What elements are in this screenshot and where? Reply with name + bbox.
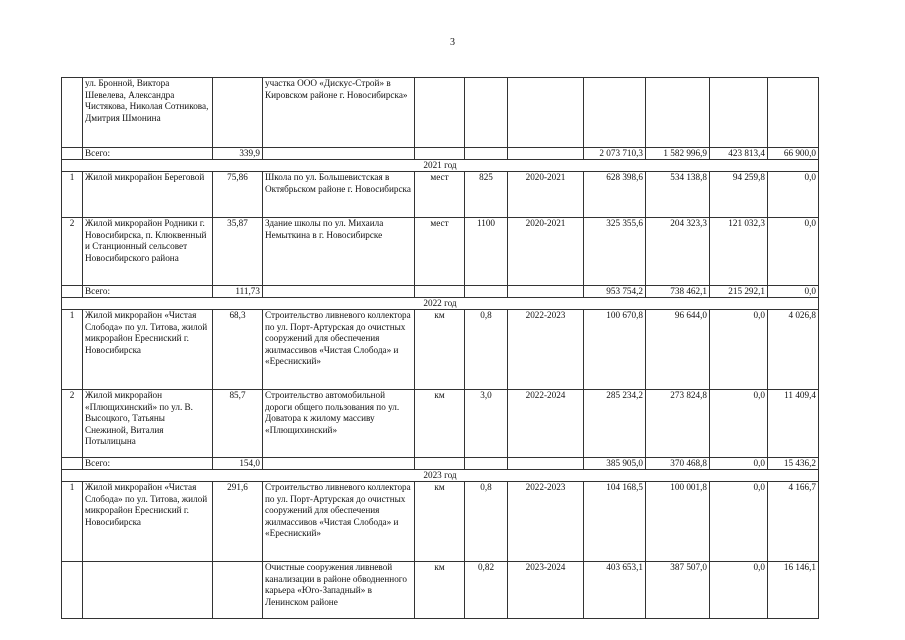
cell-num: 2 <box>62 218 83 286</box>
cell-num <box>62 562 83 619</box>
cell-num <box>62 78 83 148</box>
cell-unit <box>415 148 465 160</box>
cell-federal: 96 644,0 <box>646 310 710 390</box>
table-row <box>62 172 819 218</box>
cell-object: Строительство ливневого коллектора по ул. Порт-Артурская до очистных сооружений для обеспечения жилмассивов «Чистая Слобода» и «Ересниский» <box>263 482 415 562</box>
cell-total <box>584 78 646 148</box>
cell-regional: 0,0 <box>710 390 768 458</box>
total-local: 0,0 <box>768 286 819 298</box>
cell-capacity: 3,0 <box>465 390 508 458</box>
cell-unit: км <box>415 310 465 390</box>
cell-regional <box>710 78 768 148</box>
cell-num <box>62 286 83 298</box>
cell-total: 104 168,5 <box>584 482 646 562</box>
cell-local: 16 146,1 <box>768 562 819 619</box>
year-header-row <box>62 470 819 482</box>
cell-capacity <box>465 286 508 298</box>
total-row <box>62 148 819 160</box>
cell-object: Школа по ул. Большевистская в Октябрьском районе г. Новосибирска <box>263 172 415 218</box>
cell-object <box>263 286 415 298</box>
cell-area: 35,87 <box>213 218 263 286</box>
cell-object: Очистные сооружения ливневой канализации в районе обводненного карьера «Юго-Западный» в Ленинском районе <box>263 562 415 619</box>
total-federal: 370 468,8 <box>646 458 710 470</box>
cell-num: 1 <box>62 310 83 390</box>
total-label: Всего: <box>83 286 213 298</box>
cell-period <box>508 458 584 470</box>
cell-district: Жилой микрорайон «Чистая Слобода» по ул. Титова, жилой микрорайон Ересниский г. Новосибирска <box>83 482 213 562</box>
table-row <box>62 390 819 458</box>
cell-period: 2020-2021 <box>508 172 584 218</box>
cell-district <box>83 562 213 619</box>
cell-federal: 273 824,8 <box>646 390 710 458</box>
cell-capacity: 0,8 <box>465 482 508 562</box>
cell-local: 0,0 <box>768 218 819 286</box>
cell-regional: 94 259,8 <box>710 172 768 218</box>
cell-district: ул. Бронной, Виктора Шевелева, Александра Чистякова, Николая Сотникова, Дмитрия Шмонина <box>83 78 213 148</box>
cell-period: 2022-2024 <box>508 390 584 458</box>
cell-unit: км <box>415 562 465 619</box>
total-label: Всего: <box>83 148 213 160</box>
total-regional: 215 292,1 <box>710 286 768 298</box>
year-header-row <box>62 298 819 310</box>
cell-num: 1 <box>62 482 83 562</box>
cell-unit: мест <box>415 172 465 218</box>
cell-capacity: 0,8 <box>465 310 508 390</box>
table-row <box>62 78 819 148</box>
cell-period: 2022-2023 <box>508 482 584 562</box>
cell-area: 75,86 <box>213 172 263 218</box>
total-federal: 738 462,1 <box>646 286 710 298</box>
cell-federal: 204 323,3 <box>646 218 710 286</box>
cell-federal: 387 507,0 <box>646 562 710 619</box>
total-sum: 953 754,2 <box>584 286 646 298</box>
total-area: 154,0 <box>213 458 263 470</box>
cell-unit: мест <box>415 218 465 286</box>
total-regional: 423 813,4 <box>710 148 768 160</box>
cell-unit: км <box>415 482 465 562</box>
cell-capacity: 825 <box>465 172 508 218</box>
cell-district: Жилой микрорайон «Плющихинский» по ул. В. Высоцкого, Татьяны Снежиной, Виталия Потылицына <box>83 390 213 458</box>
cell-object <box>263 458 415 470</box>
cell-period: 2023-2024 <box>508 562 584 619</box>
cell-total: 403 653,1 <box>584 562 646 619</box>
cell-area: 85,7 <box>213 390 263 458</box>
table-row <box>62 562 819 619</box>
cell-num <box>62 458 83 470</box>
cell-object: Строительство ливневого коллектора по ул. Порт-Артурская до очистных сооружений для обеспечения жилмассивов «Чистая Слобода» и «Ересниский» <box>263 310 415 390</box>
cell-district: Жилой микрорайон Родники г. Новосибирска, п. Клюквенный и Станционный сельсовет Новосибирского района <box>83 218 213 286</box>
total-label: Всего: <box>83 458 213 470</box>
year-header: 2022 год <box>62 298 819 310</box>
cell-regional: 0,0 <box>710 310 768 390</box>
cell-unit: км <box>415 390 465 458</box>
cell-district: Жилой микрорайон «Чистая Слобода» по ул. Титова, жилой микрорайон Ересниский г. Новосибирска <box>83 310 213 390</box>
total-local: 15 436,2 <box>768 458 819 470</box>
funding-table <box>61 77 819 619</box>
cell-capacity <box>465 148 508 160</box>
total-row <box>62 458 819 470</box>
cell-object: Строительство автомобильной дороги общего пользования по ул. Доватора к жилому массиву «Плющихинский» <box>263 390 415 458</box>
cell-capacity: 0,82 <box>465 562 508 619</box>
cell-area <box>213 562 263 619</box>
table-row <box>62 218 819 286</box>
cell-num <box>62 148 83 160</box>
cell-federal <box>646 78 710 148</box>
cell-local: 0,0 <box>768 172 819 218</box>
cell-area: 291,6 <box>213 482 263 562</box>
year-header-row <box>62 160 819 172</box>
cell-area: 68,3 <box>213 310 263 390</box>
cell-regional: 0,0 <box>710 562 768 619</box>
total-area: 339,9 <box>213 148 263 160</box>
year-header: 2021 год <box>62 160 819 172</box>
cell-local: 11 409,4 <box>768 390 819 458</box>
cell-object: участка ООО «Дискус-Строй» в Кировском районе г. Новосибирска» <box>263 78 415 148</box>
cell-district: Жилой микрорайон Береговой <box>83 172 213 218</box>
cell-unit <box>415 78 465 148</box>
cell-period: 2020-2021 <box>508 218 584 286</box>
cell-unit <box>415 286 465 298</box>
cell-federal: 100 001,8 <box>646 482 710 562</box>
table-row <box>62 310 819 390</box>
cell-period <box>508 78 584 148</box>
table-row <box>62 482 819 562</box>
cell-local <box>768 78 819 148</box>
cell-local: 4 026,8 <box>768 310 819 390</box>
cell-area <box>213 78 263 148</box>
cell-object: Здание школы по ул. Михаила Немыткина в г. Новосибирске <box>263 218 415 286</box>
cell-total: 325 355,6 <box>584 218 646 286</box>
cell-object <box>263 148 415 160</box>
total-regional: 0,0 <box>710 458 768 470</box>
cell-local: 4 166,7 <box>768 482 819 562</box>
total-sum: 2 073 710,3 <box>584 148 646 160</box>
total-row <box>62 286 819 298</box>
cell-capacity <box>465 458 508 470</box>
total-local: 66 900,0 <box>768 148 819 160</box>
cell-period: 2022-2023 <box>508 310 584 390</box>
cell-total: 285 234,2 <box>584 390 646 458</box>
cell-capacity <box>465 78 508 148</box>
cell-num: 2 <box>62 390 83 458</box>
total-sum: 385 905,0 <box>584 458 646 470</box>
cell-regional: 121 032,3 <box>710 218 768 286</box>
cell-total: 628 398,6 <box>584 172 646 218</box>
cell-total: 100 670,8 <box>584 310 646 390</box>
page-number: 3 <box>450 37 455 48</box>
cell-unit <box>415 458 465 470</box>
cell-federal: 534 138,8 <box>646 172 710 218</box>
total-federal: 1 582 996,9 <box>646 148 710 160</box>
year-header: 2023 год <box>62 470 819 482</box>
cell-capacity: 1100 <box>465 218 508 286</box>
cell-num: 1 <box>62 172 83 218</box>
cell-period <box>508 148 584 160</box>
total-area: 111,73 <box>213 286 263 298</box>
cell-period <box>508 286 584 298</box>
cell-regional: 0,0 <box>710 482 768 562</box>
